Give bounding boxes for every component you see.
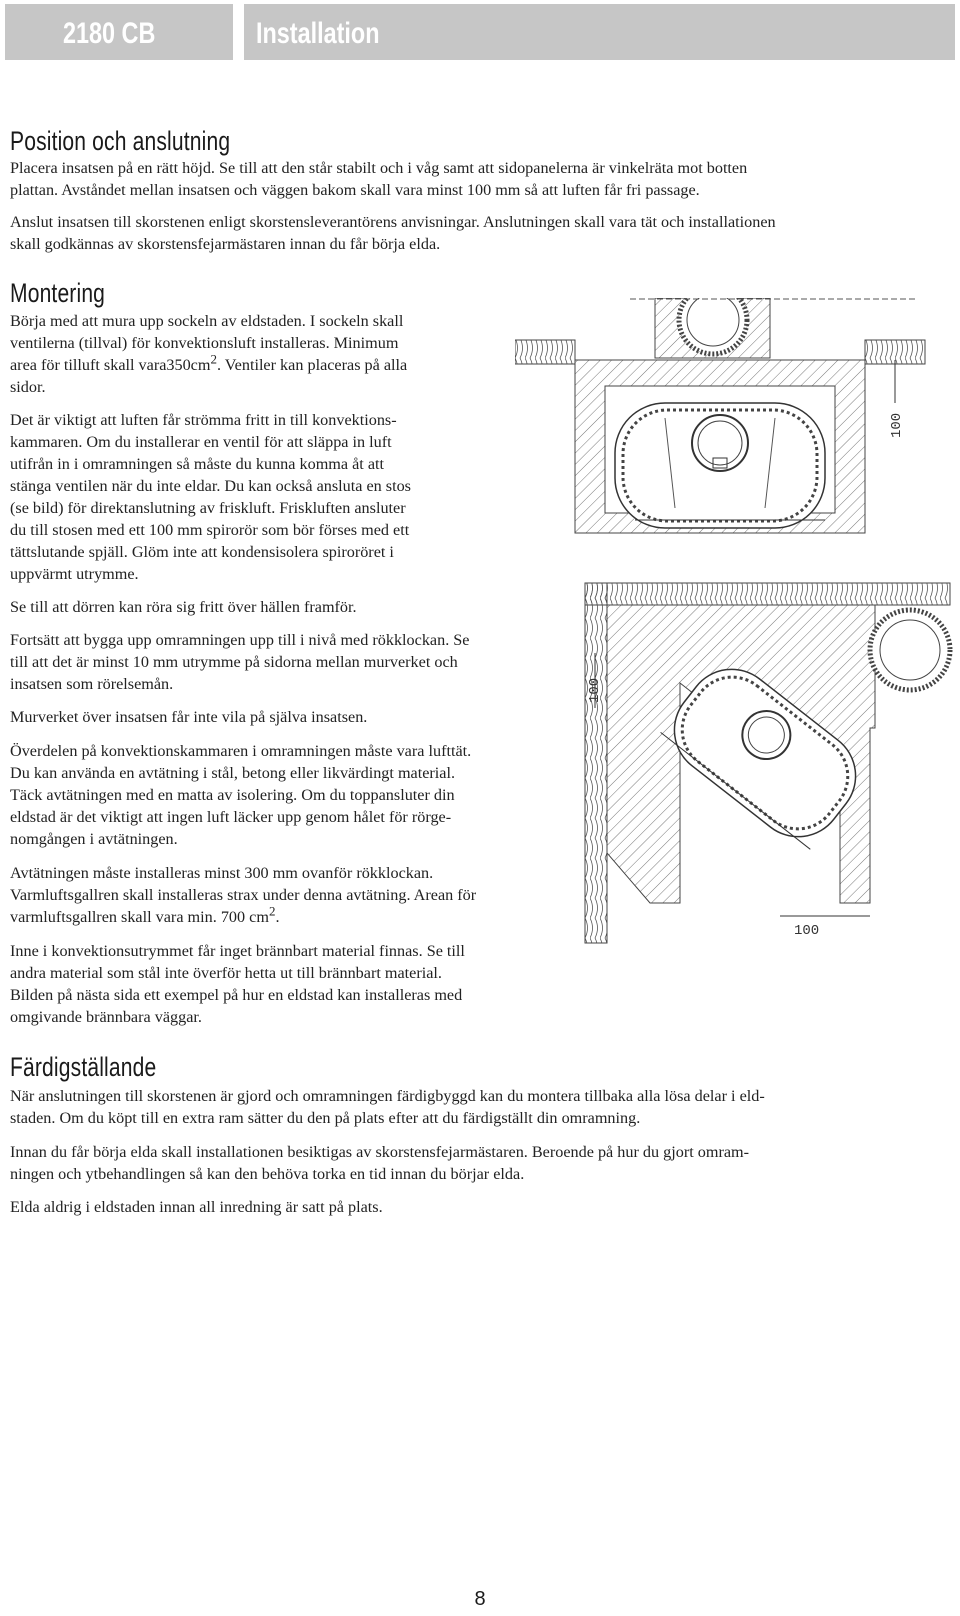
corner-installation-diagram — [580, 578, 955, 948]
fardig-p1-l1: När anslutningen till skorstenen är gjord och omramningen färdigbyggd kan du montera tillbaka alla lösa delar i eld- — [10, 1087, 765, 1105]
header-section-label: Installation — [256, 17, 380, 50]
position-p2-line2: skall godkännas av skorstensfejarmästaren innan du får börja elda. — [10, 235, 441, 253]
header-section-tab — [244, 4, 955, 60]
montering-p6-l4: eldstad är det viktigt att ingen luft läcker upp genom hålet för rörge- — [10, 808, 452, 826]
montering-p6-l2: Du kan använda en avtätning i stål, betong eller likvärdingt material. — [10, 764, 456, 782]
montering-p1-l3: area för tilluft skall $vara350cm^2$. Ventiler kan placeras på alla — [10, 351, 408, 374]
montering-p1-l4: sidor. — [10, 378, 46, 396]
position-p1-line1: Placera insatsen på en rätt höjd. Se till att den står stabilt och i våg samt att sidopanelerna är vinkelräta mot botten — [10, 159, 748, 177]
montering-p4-l2: till att det är minst 10 mm utrymme på sidorna mellan murverket och — [10, 653, 458, 671]
montering-p8-l4: omgivande brännbara väggar. — [10, 1008, 202, 1026]
montering-p2-l4: stänga ventilen när du inte eldar. Du kan också ansluta en stos — [10, 477, 411, 495]
wall-insulation-left — [515, 340, 575, 364]
montering-p2-l6: du till stosen med ett 100 mm spirorör som bör förses med ett — [10, 521, 410, 539]
header-model-label: 2180 CB — [63, 17, 156, 50]
corner-wall-left — [585, 583, 607, 943]
montering-p8-l2: andra material som stål inte överför hetta ut till brännbart material. — [10, 964, 442, 982]
montering-p8-l1: Inne i konvektionsutrymmet får inget brännbart material finnas. Se till — [10, 942, 465, 960]
montering-p6-l3: Täck avtätningen med en matta av isolering. Om du toppansluter din — [10, 786, 455, 804]
montering-p2-l5: (se bild) för direktanslutning av friskluft. Friskluften ansluter — [10, 499, 406, 517]
position-heading: Position och anslutning — [10, 126, 231, 156]
montering-p6-l1: Överdelen på konvektionskammaren i omramningen måste vara lufttät. — [10, 742, 472, 760]
montering-p2-l7: tättslutande spjäll. Glöm inte att kondensisolera spiroröret i — [10, 543, 394, 561]
page-number: 8 — [474, 1588, 486, 1610]
straight-installation-diagram — [515, 298, 955, 558]
montering-p7-l2: Varmluftsgallren skall installeras strax under denna avtätning. Arean för — [10, 886, 477, 904]
montering-p5: Murverket över insatsen får inte vila på själva insatsen. — [10, 708, 368, 726]
position-p1-line2: plattan. Avståndet mellan insatsen och väggen bakom skall vara minst 100 mm så att luften får fri passage. — [10, 181, 700, 199]
montering-p1-l2: ventilerna (tillval) för konvektionsluft installeras. Minimum — [10, 334, 399, 352]
montering-p1-l1: Börja med att mura upp sockeln av eldstaden. I sockeln skall — [10, 312, 404, 330]
corner-wall-top — [585, 583, 950, 605]
montering-p2-l3: utifrån in i omramningen så måste du kunna komma åt att — [10, 455, 385, 473]
montering-heading: Montering — [10, 278, 106, 308]
header-model-tab — [5, 4, 233, 60]
montering-p6-l5: nomgången i avtätningen. — [10, 830, 178, 848]
montering-p2-l1: Det är viktigt att luften får strömma fritt in till konvektions- — [10, 411, 397, 429]
montering-p4-l1: Fortsätt att bygga upp omramningen upp till i nivå med rökklockan. Se — [10, 631, 470, 649]
corner-bottom-dimension-label: 100 — [794, 923, 820, 939]
fardig-p1-l2: staden. Om du köpt till en extra ram sätter du den på plats efter att du färdigställt din omramning. — [10, 1109, 641, 1127]
fardig-p2-l1: Innan du får börja elda skall installationen besiktigas av skorstensfejarmästaren. Beroende på hur du gjort omram- — [10, 1143, 749, 1161]
outlet-circle — [692, 415, 748, 471]
corner-left-dimension-label: 100 — [587, 677, 603, 703]
position-p2-line1: Anslut insatsen till skorstenen enligt skorstensleverantörens anvisningar. Anslutningen skall vara tät och installationen — [10, 213, 776, 231]
fardig-heading: Färdigställande — [10, 1052, 157, 1082]
top-dimension-label: 100 — [889, 412, 905, 438]
fardig-p3: Elda aldrig i eldstaden innan all inredning är satt på plats. — [10, 1198, 383, 1216]
montering-p7-l1: Avtätningen måste installeras minst 300 mm ovanför rökklockan. — [10, 864, 434, 882]
montering-p8-l3: Bilden på nästa sida ett exempel på hur en eldstad kan installeras med — [10, 986, 463, 1004]
montering-p3: Se till att dörren kan röra sig fritt över hällen framför. — [10, 598, 357, 616]
montering-p2-l8: uppvärmt utrymme. — [10, 565, 139, 583]
fardig-p2-l2: ningen och ytbehandlingen så kan den behöva torka en tid innan du börjar elda. — [10, 1165, 525, 1183]
montering-p2-l2: kammaren. Om du installerar en ventil för att släppa in luft — [10, 433, 392, 451]
montering-p7-l3: varmluftsgallren skall vara min. 700 $cm^2$. — [10, 903, 280, 926]
montering-p4-l3: insatsen som rörelsemån. — [10, 675, 174, 693]
